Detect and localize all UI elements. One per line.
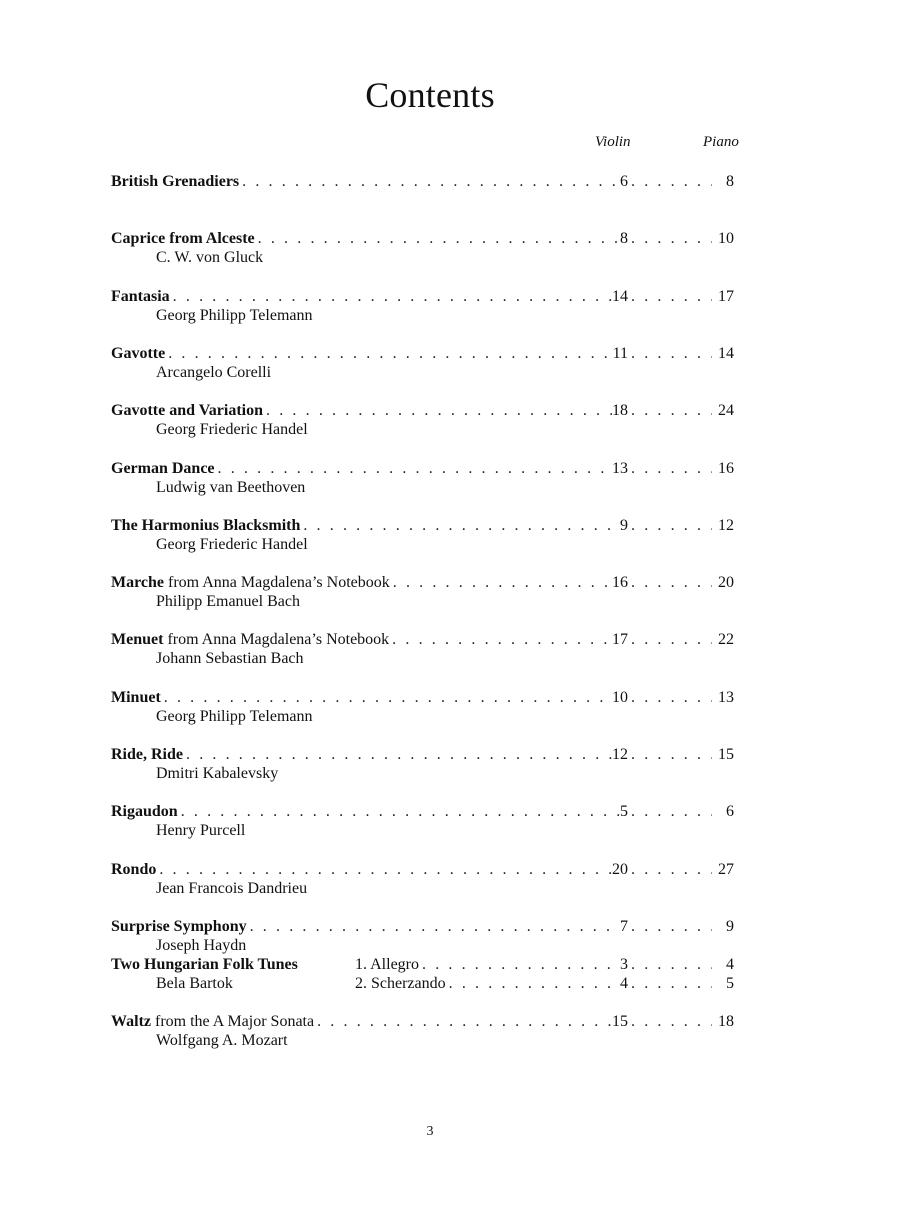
leader-dots <box>628 229 712 248</box>
toc-entry-title: Rigaudon <box>111 803 178 820</box>
violin-page: 6 <box>620 173 628 190</box>
leader-dots <box>390 573 612 592</box>
toc-entry-line <box>111 745 734 764</box>
violin-page: 4 <box>620 975 628 992</box>
violin-page: 14 <box>612 288 628 305</box>
leader-dots <box>628 401 712 420</box>
toc-entry-line <box>111 860 734 879</box>
leader-dots <box>628 459 712 478</box>
violin-page: 3 <box>620 956 628 973</box>
piano-page: 8 <box>726 173 734 190</box>
violin-page: 5 <box>620 803 628 820</box>
piano-page: 4 <box>726 956 734 973</box>
toc-entry-line <box>111 287 734 306</box>
violin-page: 20 <box>612 861 628 878</box>
leader-dots <box>446 974 620 993</box>
toc-entry-line <box>111 1012 734 1031</box>
movement-1-label: 1. Allegro <box>355 956 419 973</box>
piano-page: 5 <box>726 975 734 992</box>
toc-entry-composer: Georg Friederic Handel <box>156 536 308 553</box>
toc-entry-title: Gavotte <box>111 345 166 362</box>
toc-entry-hungarian <box>111 955 734 993</box>
toc-entry-line <box>111 974 734 993</box>
toc-entry <box>111 630 734 668</box>
page-title: Contents <box>365 75 495 115</box>
toc-entry-title: Marche from Anna Magdalena’s Notebook <box>111 574 390 591</box>
toc-entry <box>111 287 734 325</box>
toc-entry-title: Surprise Symphony <box>111 918 247 935</box>
toc-entry-composer: Wolfgang A. Mozart <box>156 1032 288 1049</box>
toc-entry-line <box>111 688 734 707</box>
toc-entry-composer: Jean Francois Dandrieu <box>156 880 308 897</box>
toc-entry-line <box>111 802 734 821</box>
toc-entry-title: Waltz from the A Major Sonata <box>111 1013 315 1030</box>
toc-entry-composer: Dmitri Kabalevsky <box>156 765 279 782</box>
toc-entry-line <box>111 516 734 535</box>
leader-dots <box>628 917 712 936</box>
movement-2-label: 2. Scherzando <box>355 975 446 992</box>
violin-page: 15 <box>612 1013 628 1030</box>
toc-entry <box>111 172 734 191</box>
column-header-piano: Piano <box>703 134 739 150</box>
leader-dots <box>161 688 612 707</box>
violin-page: 16 <box>612 574 628 591</box>
toc-entry-waltz <box>111 1012 734 1050</box>
toc-entry-line <box>111 955 734 974</box>
toc-entry <box>111 516 734 554</box>
leader-dots <box>247 917 620 936</box>
toc-entry-title: Gavotte and Variation <box>111 402 264 419</box>
leader-dots <box>628 287 712 306</box>
piano-page: 15 <box>718 746 734 763</box>
violin-page: 10 <box>612 689 628 706</box>
leader-dots <box>628 516 712 535</box>
leader-dots <box>628 688 712 707</box>
piano-page: 24 <box>718 402 734 419</box>
toc-entry-composer: Ludwig van Beethoven <box>156 479 306 496</box>
toc-entry <box>111 459 734 497</box>
toc-entry-composer: Johann Sebastian Bach <box>156 650 304 667</box>
leader-dots <box>255 229 620 248</box>
leader-dots <box>628 573 712 592</box>
piano-page: 14 <box>718 345 734 362</box>
leader-dots <box>183 745 612 764</box>
toc-entry-composer: Arcangelo Corelli <box>156 364 272 381</box>
toc-entry-title: Caprice from Alceste <box>111 230 255 247</box>
leader-dots <box>389 630 612 649</box>
leader-dots <box>628 860 712 879</box>
toc-entry <box>111 229 734 267</box>
violin-page: 8 <box>620 230 628 247</box>
leader-dots <box>628 974 712 993</box>
toc-entry-line <box>111 630 734 649</box>
piano-page: 18 <box>718 1013 734 1030</box>
leader-dots <box>628 1012 712 1031</box>
leader-dots <box>239 172 620 191</box>
piano-page: 13 <box>718 689 734 706</box>
toc-entry <box>111 401 734 439</box>
leader-dots <box>263 401 612 420</box>
toc-entry-composer: Joseph Haydn <box>156 937 247 954</box>
leader-dots <box>628 802 712 821</box>
violin-page: 12 <box>612 746 628 763</box>
toc-entry-composer: C. W. von Gluck <box>156 249 264 266</box>
leader-dots <box>165 344 612 363</box>
toc-entry-composer: Georg Friederic Handel <box>156 421 308 438</box>
leader-dots <box>156 860 612 879</box>
piano-page: 12 <box>718 517 734 534</box>
piano-page: 22 <box>718 631 734 648</box>
toc-entry <box>111 917 734 955</box>
toc-entry-composer: Georg Philipp Telemann <box>156 708 313 725</box>
toc-entry <box>111 802 734 840</box>
leader-dots <box>628 955 712 974</box>
leader-dots <box>215 459 612 478</box>
toc-entry <box>111 745 734 783</box>
violin-page: 13 <box>612 460 628 477</box>
toc-entry-line <box>111 573 734 592</box>
piano-page: 17 <box>718 288 734 305</box>
toc-entry <box>111 860 734 898</box>
leader-dots <box>314 1012 612 1031</box>
toc-entry-title: Fantasia <box>111 288 170 305</box>
leader-dots <box>300 516 620 535</box>
toc-entry-composer: Bela Bartok <box>156 975 233 992</box>
violin-page: 18 <box>612 402 628 419</box>
toc-entry-title: Menuet from Anna Magdalena’s Notebook <box>111 631 390 648</box>
piano-page: 10 <box>718 230 734 247</box>
toc-entry-title: Rondo <box>111 861 157 878</box>
toc-entry-title: German Dance <box>111 460 215 477</box>
toc-entry-line <box>111 229 734 248</box>
toc-entry-composer: Georg Philipp Telemann <box>156 307 313 324</box>
toc-entry-title: The Harmonius Blacksmith <box>111 517 301 534</box>
piano-page: 27 <box>718 861 734 878</box>
leader-dots <box>178 802 620 821</box>
toc-entry-title: Minuet <box>111 689 161 706</box>
page-number: 3 <box>426 1124 434 1139</box>
leader-dots <box>170 287 612 306</box>
violin-page: 11 <box>612 345 628 362</box>
leader-dots <box>628 745 712 764</box>
toc-entry <box>111 344 734 382</box>
piano-page: 16 <box>718 460 734 477</box>
piano-page: 9 <box>726 918 734 935</box>
toc-entry-line <box>111 917 734 936</box>
toc-entry <box>111 573 734 611</box>
toc-entry-title: Ride, Ride <box>111 746 183 763</box>
toc-entry-composer: Philipp Emanuel Bach <box>156 593 300 610</box>
piano-page: 20 <box>718 574 734 591</box>
toc-entry-line <box>111 344 734 363</box>
violin-page: 7 <box>620 918 628 935</box>
toc-entry <box>111 688 734 726</box>
piano-page: 6 <box>726 803 734 820</box>
toc-entry-line <box>111 401 734 420</box>
violin-page: 9 <box>620 517 628 534</box>
leader-dots <box>628 172 712 191</box>
toc-entry-composer: Henry Purcell <box>156 822 246 839</box>
toc-entry-title: Two Hungarian Folk Tunes <box>111 956 298 973</box>
toc-entry-title: British Grenadiers <box>111 173 240 190</box>
leader-dots <box>419 955 620 974</box>
column-header-violin: Violin <box>595 134 631 150</box>
toc-entry-line <box>111 172 734 191</box>
leader-dots <box>628 630 712 649</box>
leader-dots <box>628 344 712 363</box>
violin-page: 17 <box>612 631 628 648</box>
toc-entry-line <box>111 459 734 478</box>
